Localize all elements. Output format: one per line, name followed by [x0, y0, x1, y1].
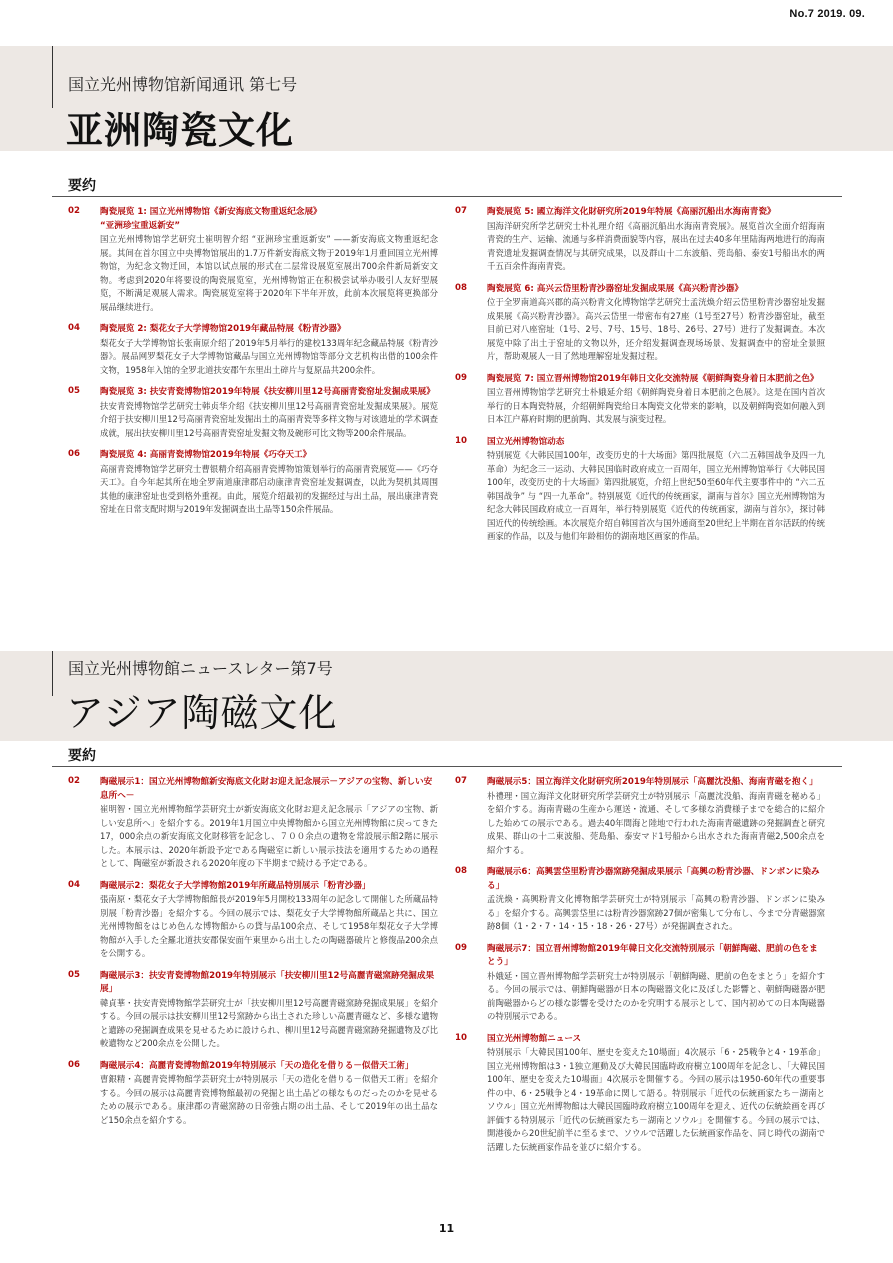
item-number: 05 [68, 386, 80, 396]
item-body: 特別展示「大韓民国100年、歴史を変えた10場面」4次展示「6・25戦争と4・19革命」国立光州博物館は3・1独立運動及び大韓民国臨時政府樹立100周年を記念し、「大韓民国100年、歴史を変えた10場面」4次展示を開催する。今回の展示は1950-60年代の重要事件の中、6・25戦争と4・19革命に関して語る。特別展示「近代の伝統画家たち－湖南とソウル」国立光州博物館は大韓民国臨時政府樹立100周年を迎え、近代の伝統絵画を再び評価する特別展示「近代の伝統画家たち－湖南とソウル」を開催する。今回の展示では、開港後から20世紀前半に至るまで、ソウルで活躍した伝統画家作品を、同じ時代の湖南で活躍した伝統画家作品を並びに紹介する。 [487, 1047, 825, 1152]
item-body: 国海洋研究所学艺研究士朴礼理介绍《高丽沉船出水海南青瓷展》。展览首次全面介绍海南青瓷的生产、运输、流通与多样消费面貌等内容，展出在过去40多年里陆海两地进行的海南青瓷遗址发掘调查情况与其研究成果，以及群山十二东波船、莞岛船、泰安1号船出水的两千五百余件海南青瓷。 [487, 220, 825, 271]
cn-right-column [455, 206, 825, 553]
item-heading: 陶瓷展览 6: 高兴云岱里粉青沙器窑址发掘成果展《高兴粉青沙器》 [487, 283, 744, 294]
item-body: 韓貞華・扶安青瓷博物館学芸研究士が「扶安柳川里12号高麗青磁窯跡発掘成果展」を紹介する。今回の展示は扶安柳川里12号窯跡から出土された珍しい高麗青磁など、多様な遺物と遺跡の発掘調査成果を見せるために設けられ、柳川里12号高麗青磁窯跡発掘遺物及び比較遺物など200余点を公開した。 [100, 997, 438, 1048]
page-number: 11 [438, 1222, 455, 1235]
list-item [68, 386, 438, 440]
issue-number: No.7 2019. 09. [789, 8, 865, 20]
item-number: 10 [455, 1032, 467, 1043]
jp-newsletter-subtitle: 国立光州博物館ニュースレター第7号 [68, 659, 333, 678]
list-item [455, 373, 825, 427]
item-number: 02 [68, 776, 80, 786]
list-item [455, 866, 825, 934]
item-number: 04 [68, 323, 80, 333]
item-heading: 陶磁展示4：高麗青瓷博物館2019年特別展示「天の造化を借りる－似借天工術」 [100, 1060, 414, 1071]
list-item [455, 776, 825, 857]
item-heading: 陶磁展示3：扶安青瓷博物館2019年特別展示「扶安柳川里12号高麗青磁窯跡発掘成果展」 [100, 970, 435, 994]
item-number: 06 [68, 449, 80, 459]
item-number: 09 [455, 372, 467, 383]
list-item [68, 880, 438, 961]
item-subheading: “亚洲珍宝重返新安” [100, 220, 181, 231]
item-body: 朴娥延・国立晋州博物館学芸研究士が特別展示「朝鮮陶磁、肥前の色をまとう」を紹介する。今回の展示では、朝鮮陶磁器が日本の陶磁器文化に及ぼした影響と、朝鮮陶磁器が肥前陶磁器からどの様な影響を受けたのかを究明する展示として、国内初めての日本陶磁器の特別展示である。 [487, 970, 825, 1021]
divider [52, 196, 842, 197]
item-heading: 国立光州博物馆动态 [487, 436, 565, 447]
item-number: 04 [68, 879, 80, 890]
cn-newsletter-subtitle: 国立光州博物馆新闻通讯 第七号 [68, 75, 298, 94]
list-item [68, 970, 438, 1051]
item-number: 08 [455, 866, 467, 876]
cn-title-band [0, 46, 893, 151]
list-item [455, 943, 825, 1024]
item-heading: 陶磁展示2：梨花女子大学博物館2019年所蔵品特別展示「粉青沙器」 [100, 880, 371, 891]
item-body: 扶安青瓷博物馆学艺研究士韩贞华介绍《扶安柳川里12号高丽青瓷窑址发掘成果展》。展览介绍于扶安柳川里12号高丽青瓷窑址发掘出土的高丽青瓷等多样文物与对该遗址的学术调查成就，展出扶安柳川里12号高丽青瓷窑址发掘文物及碗形可比文物等200余件展品。 [100, 400, 438, 438]
item-body: 梨花女子大学博物馆长张南原介绍了2019年5月举行的建校133周年纪念藏品特展《粉青沙器》。展品网罗梨花女子大学博物馆藏品与国立光州博物馆等部分文艺机构出借的100余件文物，1958年入馆的全罗北道扶安郡午东里出土碎片与复原品共200余件。 [100, 337, 438, 375]
item-heading: 陶瓷展览 4: 高丽青瓷博物馆2019年特展《巧夺天工》 [100, 450, 312, 460]
item-body: 特别展览《大韩民国100年，改变历史的十大场面》第四批展览（六二五韩国战争及四一九革命）为纪念三一运动、大韩民国临时政府成立一百周年，国立光州博物馆举行《大韩民国100年，改变历史的十大场面》第四批展览，介绍上世纪50至60年代主要事件中的 “六二五韩国战争” 与 “四一九革命”。特别展览《近代的传统画家，湖南与首尔》国立光州博物馆为纪念大韩民国政府成立一百周年，举行特别展览《近代的传统画家，湖南与首尔》，探讨韩国近代的传统绘画。本次展览介绍自韩国首次与国外通商至20世纪上半期在首尔活跃的传统画家的作品，以及与他们年龄相仿的湖南地区画家的作品。 [487, 450, 825, 541]
item-heading: 陶磁展示7：国立晋州博物館2019年韓日文化交流特別展示「朝鮮陶磁、肥前の色をまとう」 [487, 943, 818, 967]
jp-left-column [68, 776, 438, 1136]
list-item [68, 776, 438, 871]
item-heading: 陶磁展示6：高興雲垈里粉青沙器窯跡発掘成果展示「高興の粉青沙器、ドンボンに染みる」 [487, 867, 820, 891]
cn-left-column [68, 206, 438, 526]
jp-right-column [455, 776, 825, 1163]
list-item [455, 206, 825, 274]
cn-page-title: 亚洲陶瓷文化 [66, 109, 294, 151]
item-number: 09 [455, 942, 467, 953]
list-item [455, 436, 825, 544]
list-item [68, 323, 438, 377]
item-heading: 陶瓷展览 2: 梨花女子大学博物馆2019年藏品特展《粉青沙器》 [100, 324, 346, 334]
item-number: 02 [68, 206, 80, 216]
jp-page-title: アジア陶磁文化 [66, 691, 338, 735]
item-number: 05 [68, 969, 80, 980]
item-body: 位于全罗南道高兴郡的高兴粉青文化博物馆学艺研究士孟洸焕介绍云岱里粉青沙器窑址发掘成果展《高兴粉青沙器》。高兴云岱里一带密布有27座（1号至27号）粉青沙器窑址，截至目前已对八座窑址（1号、2号、7号、15号、18号、26号、27号）进行了发掘调查。本次展览中除了出土于窑址的文物以外，还介绍发掘调查现场场景、发掘调查中的窑址全景照片，帮助观展人一目了然地理解窑址发掘过程。 [487, 297, 825, 361]
list-item [68, 1060, 438, 1128]
divider [52, 766, 842, 767]
item-heading: 国立光州博物館ニュース [487, 1033, 582, 1044]
item-body: 国立光州博物馆学艺研究士崔明智介绍 “亚洲珍宝重返新安” ——新安海底文物重返纪念展。其间在首尔国立中央博物馆展出的1.7万件新安海底文物于2019年1月重回国立光州博物馆，为纪念文物迁回，本馆以试点展的形式在二层常设展览室展出700余件新局新安文物。考虑到2020年将要设的陶瓷展览室，光州博物馆正在积极尝试举办吸引人友好型展览，不断满足观展人需求。陶瓷展览室将于2020年下半年开放，此前本次展览将更换部分展品继续进行。 [100, 234, 438, 312]
item-heading: 陶磁展示5：国立海洋文化財研究所2019年特別展示「高麗沈没船、海南青磁を抱く」 [487, 777, 818, 787]
item-heading: 陶磁展示1：国立光州博物館新安海底文化財お迎え記念展示－アジアの宝物、新しい安息所へ－ [100, 777, 433, 801]
item-number: 07 [455, 776, 467, 786]
item-body: 張南原・梨花女子大学博物館館長が2019年5月開校133周年の記念して開催した所蔵品特別展「粉青沙器」を紹介する。今回の展示では、梨花女子大学博物館所蔵品と共に、国立光州博物館をはじめ色んな博物館からの貸与品100余点、そして1958年梨花女子大学博物館が入手した全羅北道扶安郡保安面午東里から出土したの陶磁器破片と修復品200余点を公開する。 [100, 894, 438, 958]
item-number: 10 [455, 435, 467, 446]
list-item [68, 449, 438, 517]
jp-title-band [0, 651, 893, 741]
item-body: 曺銀精・高麗青瓷博物館学芸研究士が特別展示「天の造化を借りる－似借天工術」を紹介する。今回の展示は高麗青瓷博物館最初の発掘と出土品どの様なものだったのかを見せるための展示である。康津郡の青磁窯跡の日帝強占期の出土品、そして2019年の出土品など150余点を紹介する。 [100, 1074, 438, 1125]
accent-line [52, 46, 53, 108]
list-item [455, 283, 825, 364]
item-body: 孟洸煥・高興粉青文化博物館学芸研究士が特別展示「高興の粉青沙器、ドンボンに染みる」を紹介する。高興雲垈里には粉青沙器窯跡27個が密集して分布し、今まで分青磁器窯跡8個（1・2・7・14・15・18・26・27号）が発掘調査された。 [487, 894, 825, 931]
item-heading: 陶瓷展览 5: 國立海洋文化財研究所2019年特展《高丽沉船出水海南青瓷》 [487, 207, 776, 217]
item-body: 高丽青瓷博物馆学艺研究士曹银精介绍高丽青瓷博物馆策划举行的高丽青瓷展览——《巧夺天工》。自今年起其所在地全罗南道康津郡启动康津青瓷窑址发掘调查，以此为契机其周围其他的康津窑址也受到格外重视。由此，展览介绍最初的发掘经过与出土品，展出康津青瓷窑址在日常支配时期与2019年发掘调查出土品等150余件展品。 [100, 463, 438, 514]
cn-summary-label: 要约 [68, 178, 96, 194]
item-body: 国立晋州博物馆学艺研究士朴娥延介绍《朝鲜陶瓷身着日本肥前之色展》。这是在国内首次举行的日本陶瓷特展，介绍朝鲜陶瓷给日本陶瓷文化带来的影响，以及朝鲜陶瓷如何融入到日本江户幕府时期的肥前陶、其发展与演变过程。 [487, 387, 825, 424]
item-number: 06 [68, 1059, 80, 1070]
item-body: 崔明智・国立光州博物館学芸研究士が新安海底文化財お迎え記念展示「アジアの宝物、新しい安息所へ」を紹介する。2019年1月国立中央博物館から国立光州博物館に戻ってきた17，000余点の新安海底文化財移管を記念し、７００余点の遺物を常設展示館2階に展示した。本展示は、2020年新設予定である陶磁室に新しい展示技法を適用するための過程として、陶磁室が新設される2020年度の下半期まで続ける予定である。 [100, 804, 438, 868]
item-heading: 陶瓷展览 3: 扶安青瓷博物馆2019年特展《扶安柳川里12号高丽青瓷窑址发掘成果展》 [100, 387, 435, 397]
jp-summary-label: 要約 [68, 748, 96, 764]
item-heading: 陶瓷展览 1: 国立光州博物馆《新安海底文物重返纪念展》 [100, 207, 322, 217]
accent-line [52, 651, 53, 696]
list-item [68, 206, 438, 314]
item-number: 08 [455, 282, 467, 293]
list-item [455, 1033, 825, 1155]
item-heading: 陶瓷展览 7: 国立晋州博物馆2019年韩日文化交流特展《朝鲜陶瓷身着日本肥前之色》 [487, 373, 819, 384]
item-number: 07 [455, 206, 467, 216]
item-body: 朴禮理・国立海洋文化財研究所学芸研究士が特別展示「高麗沈没船、海南青磁を秘める」を紹介する。海南青磁の生産から運送・流通、そして多様な消費様子までを総合的に紹介した始めての展示である。過去40年間海と陸地で行われた海南青磁遺跡の発掘調査と研究成果、群山の十二東波船、莞島船、泰安マド1号船から出水された海南青磁2,500余点を紹介する。 [487, 790, 825, 855]
